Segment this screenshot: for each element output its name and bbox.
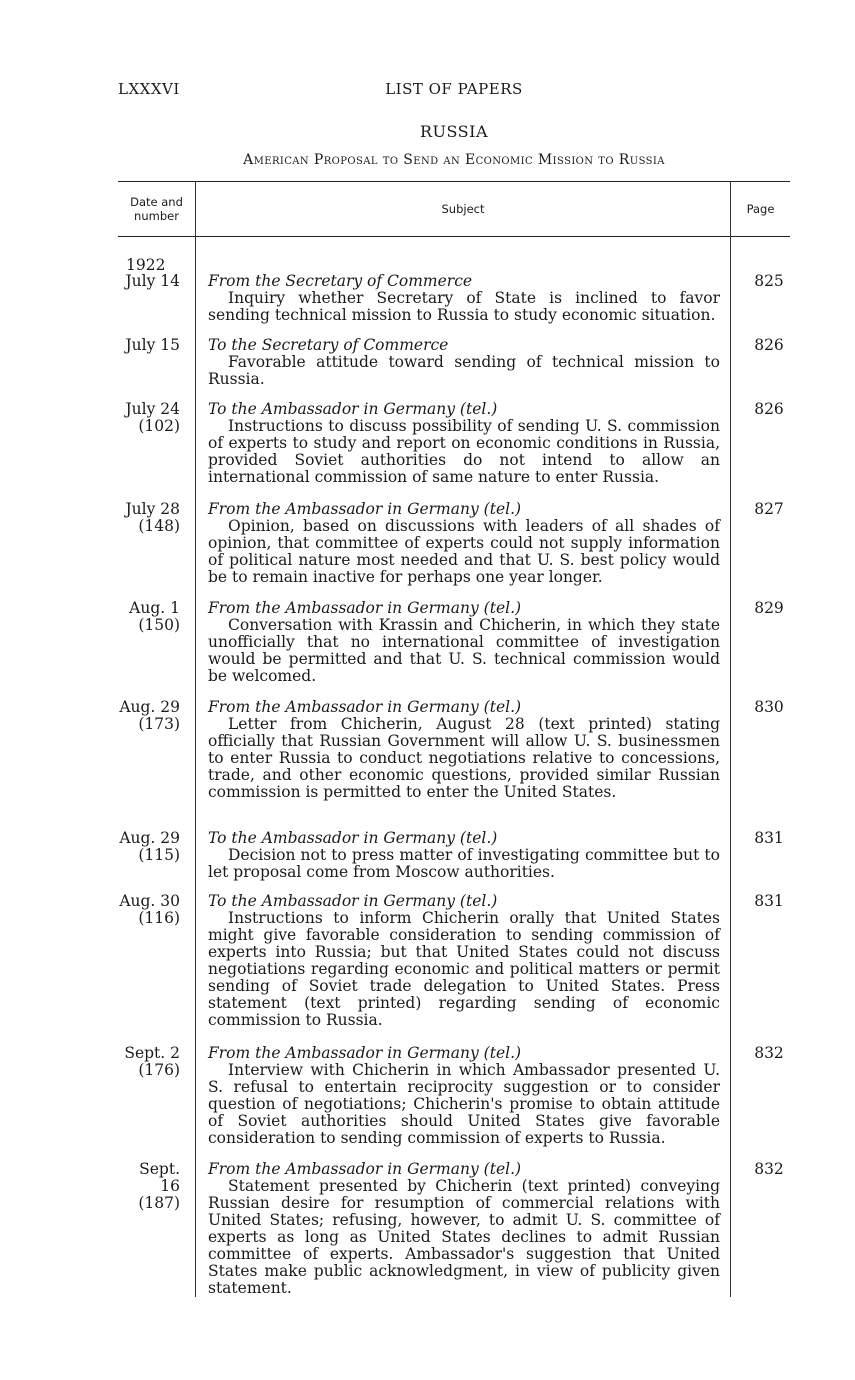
row-date: Sept. 16 <box>139 1160 180 1195</box>
row-correspondent: To the Ambassador in Germany (tel.) <box>208 400 498 418</box>
row-number: (148) <box>138 517 180 535</box>
row-number: (173) <box>138 715 180 733</box>
row-description: Decision not to press matter of investigating committee but to let proposal come from Moscow authorities. <box>208 846 720 881</box>
section-title: American Proposal to Send an Economic Mission to Russia <box>243 152 665 168</box>
row-number: (102) <box>138 417 180 435</box>
row-description: Opinion, based on discussions with leaders of all shades of opinion, that committee of experts could not supply information of political nature most needed and that U. S. best policy would be to remain inactive for perhaps one year longer. <box>208 517 720 586</box>
row-page[interactable]: 825 <box>754 272 784 290</box>
row-correspondent: From the Ambassador in Germany (tel.) <box>208 1044 522 1062</box>
column-header-page: Page <box>746 202 775 216</box>
row-date: July 15 <box>125 336 180 354</box>
row-page[interactable]: 832 <box>754 1160 784 1178</box>
row-correspondent: From the Ambassador in Germany (tel.) <box>208 1160 522 1178</box>
row-correspondent: From the Ambassador in Germany (tel.) <box>208 599 522 617</box>
row-date: Aug. 1 <box>129 599 180 617</box>
row-page[interactable]: 831 <box>754 892 784 910</box>
page-folio: LXXXVI <box>118 80 180 98</box>
row-description: Instructions to discuss possibility of sending U. S. commission of experts to study and report on economic conditions in Russia, provided Soviet authorities do not intend to allow an international commission of same nature to enter Russia. <box>208 417 720 486</box>
row-correspondent: From the Secretary of Commerce <box>208 272 473 290</box>
row-number: (150) <box>138 616 180 634</box>
table-top-rule <box>118 181 790 182</box>
row-date: Sept. 2 <box>124 1044 180 1062</box>
row-page[interactable]: 829 <box>754 599 784 617</box>
row-number: (176) <box>138 1061 180 1079</box>
row-description: Inquiry whether Secretary of State is inclined to favor sending technical mission to Russia to study economic situation. <box>208 289 720 324</box>
row-correspondent: From the Ambassador in Germany (tel.) <box>208 500 522 518</box>
column-header-date: Date and number <box>130 195 183 223</box>
row-correspondent: To the Ambassador in Germany (tel.) <box>208 829 498 847</box>
row-description: Instructions to inform Chicherin orally that United States might give favorable consideration to sending commission of experts into Russia; but that United States could not discuss negotiations regarding economic and political matters or permit sending of Soviet trade delegation to United States. Press statement (text printed) regarding sending of economic commission to Russia. <box>208 909 720 1029</box>
row-description: Statement presented by Chicherin (text printed) conveying Russian desire for resumption of commercial relations with United States; refusing, however, to admit U. S. committee of experts as long as United States declines to admit Russian committee of experts. Ambassador's suggestion that United States make public acknowledgment, in view of publicity given statement. <box>208 1177 720 1297</box>
row-correspondent: From the Ambassador in Germany (tel.) <box>208 698 522 716</box>
row-number: (116) <box>138 909 180 927</box>
country-heading: RUSSIA <box>419 122 489 141</box>
column-header-subject: Subject <box>441 202 485 216</box>
row-date: July 14 <box>125 272 180 290</box>
row-number: (115) <box>138 846 180 864</box>
row-date: Aug. 29 <box>119 698 180 716</box>
row-correspondent: To the Ambassador in Germany (tel.) <box>208 892 498 910</box>
column-divider <box>730 237 731 1297</box>
row-description: Letter from Chicherin, August 28 (text printed) stating officially that Russian Government will allow U. S. businessmen to enter Russia to conduct negotiations relative to concessions, trade, and other economic questions, provided similar Russian commission is permitted to enter the United States. <box>208 715 720 801</box>
row-description: Favorable attitude toward sending of technical mission to Russia. <box>208 353 720 388</box>
column-divider <box>195 237 196 1297</box>
row-description: Interview with Chicherin in which Ambassador presented U. S. refusal to entertain reciprocity suggestion or to consider question of negotiations; Chicherin's promise to obtain attitude of Soviet authorities should United States give favorable consideration to sending commission of experts to Russia. <box>208 1061 720 1147</box>
row-number: (187) <box>138 1194 180 1212</box>
row-description: Conversation with Krassin and Chicherin, in which they state unofficially that no international committee of investigation would be permitted and that U. S. technical commission would be welcomed. <box>208 616 720 685</box>
row-date: July 28 <box>125 500 180 518</box>
row-page[interactable]: 832 <box>754 1044 784 1062</box>
row-date: Aug. 30 <box>119 892 180 910</box>
running-head <box>118 80 790 100</box>
row-date: July 24 <box>125 400 180 418</box>
row-correspondent: To the Secretary of Commerce <box>208 336 449 354</box>
row-date: Aug. 29 <box>119 829 180 847</box>
row-page[interactable]: 831 <box>754 829 784 847</box>
row-page[interactable]: 826 <box>754 400 784 418</box>
row-page[interactable]: 830 <box>754 698 784 716</box>
year-label: 1922 <box>126 256 166 274</box>
running-title: LIST OF PAPERS <box>385 80 523 98</box>
row-page[interactable]: 826 <box>754 336 784 354</box>
table-header-rule <box>118 236 790 237</box>
row-page[interactable]: 827 <box>754 500 784 518</box>
